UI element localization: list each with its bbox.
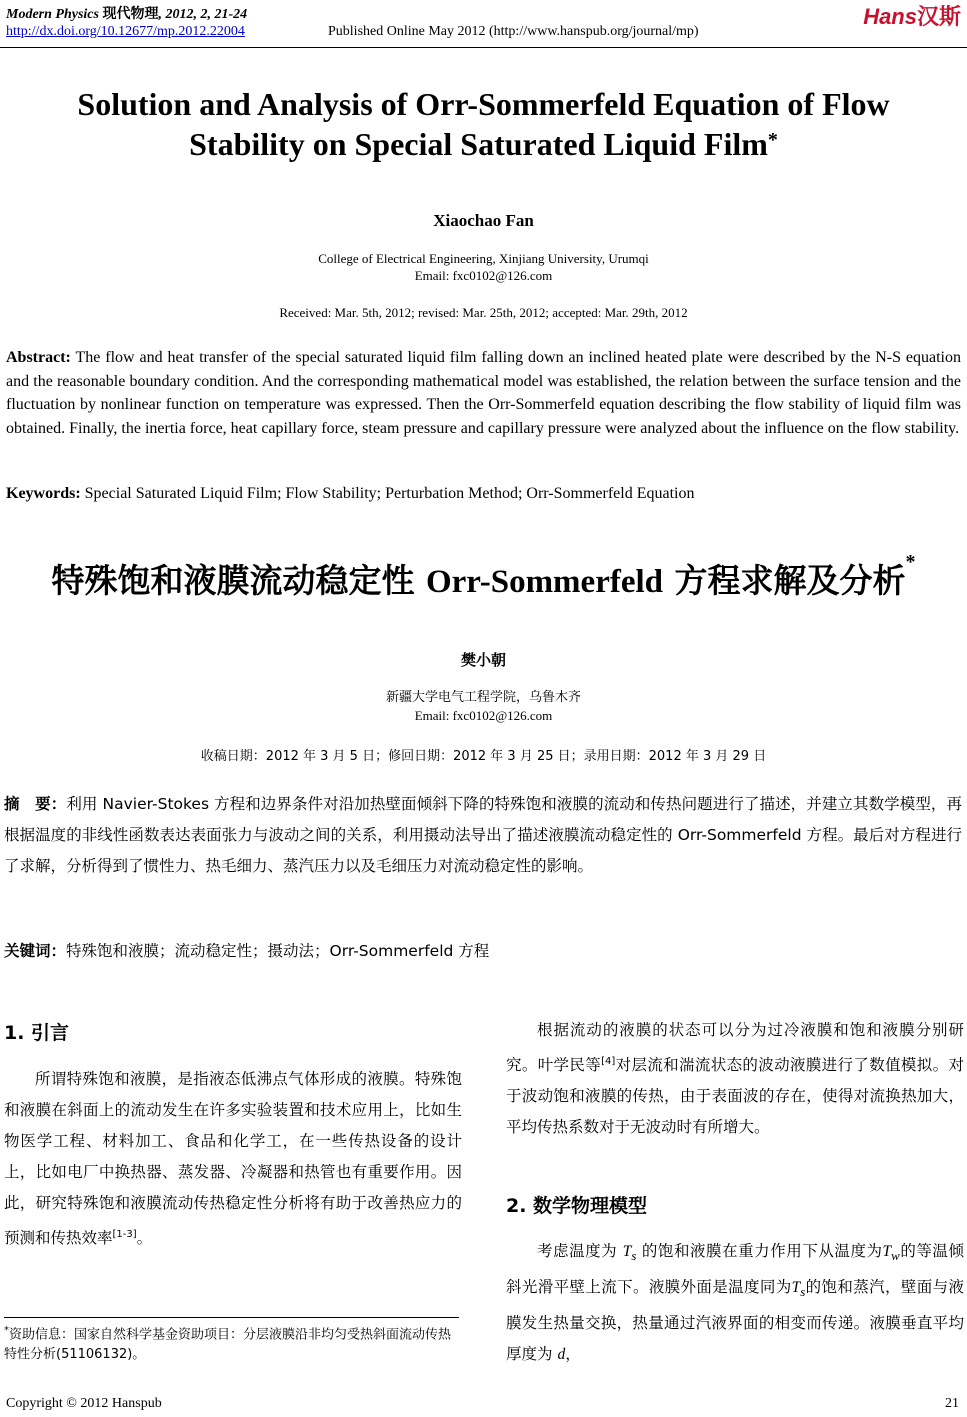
section-1-end: 。 [136, 1229, 153, 1248]
right-p1-text-a: 根据流动的液膜的状态可以分为过冷液膜和饱和液膜分别研究。叶学民等 [506, 1021, 964, 1075]
journal-header [6, 3, 247, 23]
right-paragraph-1 [506, 1015, 964, 1143]
abstract-en [6, 346, 961, 440]
logo-text-cn: 汉斯 [916, 4, 961, 29]
keywords-cn-text: 特殊饱和液膜；流动稳定性；摄动法；Orr-Sommerfeld 方程 [66, 942, 490, 960]
journal-name-en: Modern Physics [6, 7, 99, 22]
title-cn-part-3: 方程求解及分析 [674, 561, 906, 600]
abstract-label: Abstract: [6, 349, 71, 366]
title-cn-footnote-mark: * [905, 551, 916, 573]
symbol-T-s2: T [791, 1279, 801, 1297]
author-cn: 樊小朝 [460, 651, 506, 669]
abstract-cn-text: 利用 Navier-Stokes 方程和边界条件对沿加热壁面倾斜下降的特殊饱和液膜的流动和传热问题进行了描述，并建立其数学模型，再根据温度的非线性函数表达表面张力与波动之间的关系，利用摄动法导出了描述液膜流动稳定性的 Orr-Sommerfeld 方程。最后对方程进行了求解，分析得到了惯性力、热毛细力、蒸汽压力以及毛细压力对流动稳定性的影响。 [4, 795, 962, 875]
section-2-heading: 2. 数学物理模型 [506, 1195, 648, 1217]
dates-cn: 收稿日期：2012 年 3 月 5 日；修回日期：2012 年 3 月 25 日；录用日期：2012 年 3 月 29 日 [200, 749, 767, 764]
dates-en: Received: Mar. 5th, 2012; revised: Mar. 25th, 2012; accepted: Mar. 29th, 2012 [279, 305, 688, 320]
s2-text-d: 的饱和蒸汽，壁面与液膜发生热量交换，热量通过汽液界面的相变而传递。液膜垂直平均厚度为 [506, 1278, 964, 1364]
paper-title-cn [0, 551, 967, 602]
journal-issue: , 2012, 2, 21-24 [158, 7, 248, 22]
title-cn-part-2: Orr-Sommerfeld [425, 564, 663, 600]
title-footnote-mark: * [767, 129, 778, 151]
right-column-intro [506, 1015, 964, 1143]
keywords-label: Keywords: [6, 485, 81, 502]
section-1-body [4, 1064, 462, 1254]
section-2-paragraph [506, 1236, 964, 1370]
footnote-mark: * [4, 1325, 9, 1336]
affiliation-en-block [0, 250, 967, 284]
section-1-text: 所谓特殊饱和液膜，是指液态低沸点气体形成的液膜。特殊饱和液膜在斜面上的流动发生在许多实验装置和技术应用上，比如生物医学工程、材料加工、食品和化学工，在一些传热设备的设计上，比如电厂中换热器、蒸发器、冷凝器和热管也有重要作用。因此，研究特殊饱和液膜流动传热稳定性分析将有助于改善热应力的预测和传热效率 [4, 1070, 462, 1248]
abstract-text: The flow and heat transfer of the special saturated liquid film falling down an inclined heated plate were described by the N-S equation and the reasonable boundary condition. And the corresponding mathematical model was established, the relation between the surface tension and the fluctuation by nonlinear function on temperature was expressed. Then the Orr-Sommerfeld equation describing the flow stability of liquid film was obtained. Finally, the inertia force, heat capillary force, steam pressure and capillary pressure were analyzed about the influence on the flow stability. [6, 349, 961, 437]
header-divider [0, 47, 967, 48]
citation-1-3: [1-3] [112, 1229, 137, 1240]
title-line-2: Stability on Special Saturated Liquid Film [189, 126, 768, 162]
abstract-cn-label: 摘 要： [4, 795, 67, 813]
affiliation-en: College of Electrical Engineering, Xinjiang University, Urumqi [318, 251, 649, 266]
s2-text-b: 的饱和液膜在重力作用下从温度为 [641, 1242, 883, 1260]
keywords-text: Special Saturated Liquid Film; Flow Stability; Perturbation Method; Orr-Sommerfeld Equation [84, 485, 695, 502]
author-en: Xiaochao Fan [433, 211, 534, 230]
s2-text-c: 的等温倾斜光滑平壁上流下。液膜外面是温度同为 [506, 1242, 964, 1297]
section-1-heading: 1. 引言 [4, 1022, 70, 1044]
abstract-cn [4, 789, 962, 882]
subscript-s2: s [800, 1284, 806, 1300]
subscript-s: s [631, 1248, 637, 1264]
published-online: Published Online May 2012 (http://www.hanspub.org/journal/mp) [328, 24, 699, 39]
citation-4: [4] [601, 1056, 616, 1067]
symbol-d: d [557, 1346, 566, 1364]
right-p1-text-b: 对层流和湍流状态的波动液膜进行了数值模拟。对于波动饱和液膜的传热，由于表面波的存在，使得对流换热加大，平均传热系数对于无波动时有所增大。 [506, 1056, 964, 1137]
copyright: Copyright © 2012 Hanspub [6, 1396, 162, 1411]
email-cn: Email: fxc0102@126.com [414, 708, 553, 723]
footnote-divider [4, 1317, 459, 1318]
publisher-logo [863, 0, 961, 31]
affiliation-cn-block [0, 689, 967, 725]
s2-text-e: ， [565, 1345, 581, 1364]
keywords-en [6, 485, 961, 503]
title-line-1: Solution and Analysis of Orr-Sommerfeld Equation of Flow [77, 86, 890, 122]
journal-name-cn: 现代物理 [102, 7, 159, 22]
keywords-cn [4, 939, 962, 961]
subscript-w: w [891, 1248, 900, 1264]
doi-link[interactable]: http://dx.doi.org/10.12677/mp.2012.22004 [6, 24, 245, 39]
section-1-paragraph [4, 1064, 462, 1254]
logo-text-en: Hans [863, 4, 917, 29]
funding-footnote [4, 1321, 462, 1365]
s2-text-a: 考虑温度为 [537, 1242, 618, 1260]
affiliation-cn: 新疆大学电气工程学院，乌鲁木齐 [385, 690, 581, 705]
section-2-body [506, 1236, 964, 1370]
title-cn-part-1: 特殊饱和液膜流动稳定性 [51, 561, 415, 600]
symbol-T-w: T [882, 1243, 892, 1260]
keywords-cn-label: 关键词： [4, 942, 67, 960]
email-en: Email: fxc0102@126.com [414, 268, 553, 283]
symbol-T: T [622, 1243, 632, 1260]
doi-line [6, 24, 245, 40]
footnote-text: 资助信息：国家自然科学基金资助项目：分层液膜沿非均匀受热斜面流动传热特性分析(51106132)。 [4, 1327, 452, 1363]
page-number: 21 [945, 1396, 959, 1411]
paper-title-en [0, 84, 967, 164]
